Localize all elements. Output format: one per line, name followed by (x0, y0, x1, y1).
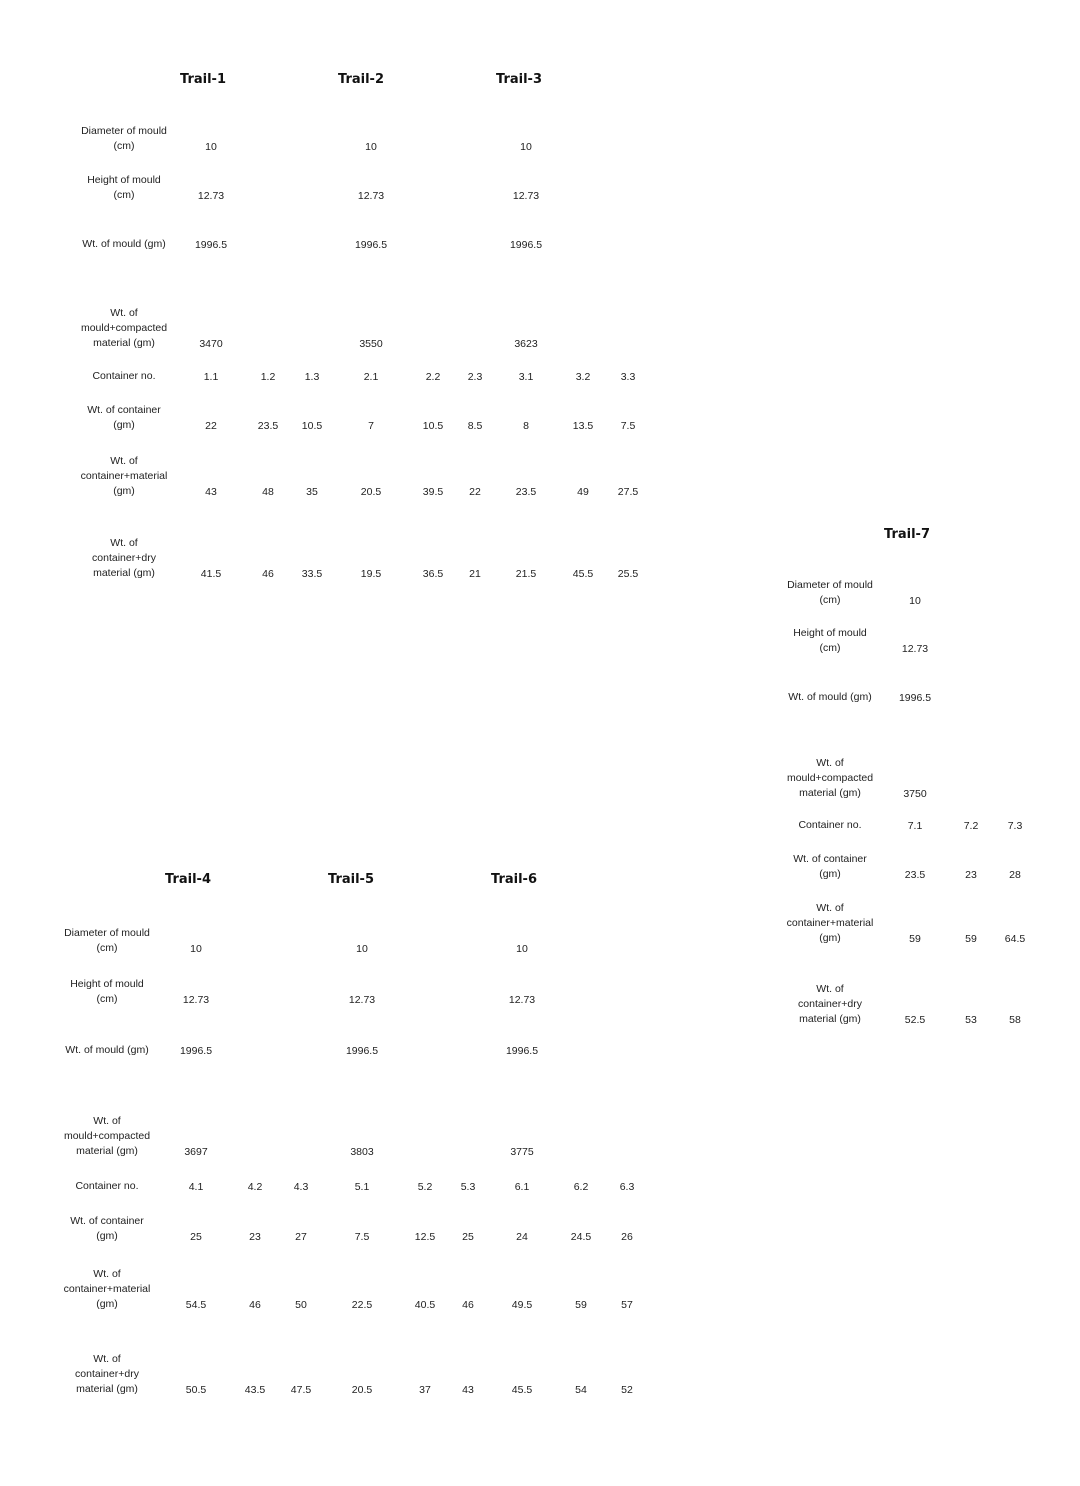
row-label-line: material (gm) (799, 787, 861, 799)
row-label (81, 306, 167, 351)
cell-value: 3.3 (620, 371, 636, 383)
cell-value: 1996.5 (354, 239, 388, 251)
cell-value: 4.1 (188, 1181, 204, 1193)
cell-value: 43.5 (244, 1384, 266, 1396)
cell-value: 21.5 (515, 568, 537, 580)
cell-value: 1996.5 (179, 1045, 213, 1057)
cell-value: 5.2 (417, 1181, 433, 1193)
cell-value: 4.3 (293, 1181, 309, 1193)
cell-value: 49.5 (511, 1299, 533, 1311)
cell-value: 2.2 (425, 371, 441, 383)
row-label-line: Container no. (798, 819, 862, 831)
cell-value: 7.3 (1007, 820, 1023, 832)
row-label-line: material (gm) (76, 1145, 138, 1157)
cell-value: 48 (262, 486, 274, 498)
cell-value: 3.1 (518, 371, 534, 383)
row-label (70, 977, 144, 1007)
row-label-line: mould+compacted (80, 322, 168, 334)
cell-value: 1.1 (203, 371, 219, 383)
trial-title: Trail-6 (491, 872, 537, 887)
row-label (787, 756, 873, 801)
cell-value: 10 (909, 595, 921, 607)
cell-value: 7 (368, 420, 374, 432)
row-label-line: Wt. of container (87, 404, 161, 416)
row-label-line: Wt. of (93, 1268, 121, 1280)
cell-value: 54.5 (185, 1299, 207, 1311)
row-label (70, 1214, 144, 1244)
cell-value: 46 (249, 1299, 261, 1311)
cell-value: 3.2 (575, 371, 591, 383)
row-label-line: (cm) (113, 189, 135, 201)
cell-value: 37 (419, 1384, 431, 1396)
cell-value: 10 (190, 943, 202, 955)
row-label-line: (gm) (113, 419, 135, 431)
cell-value: 2.1 (363, 371, 379, 383)
cell-value: 3803 (350, 1146, 374, 1158)
row-label-line: Wt. of (93, 1115, 121, 1127)
cell-value: 2.3 (467, 371, 483, 383)
row-label-line: material (gm) (76, 1383, 138, 1395)
cell-value: 39.5 (422, 486, 444, 498)
cell-value: 12.5 (414, 1231, 436, 1243)
row-label (92, 536, 156, 581)
row-label-line: container+material (80, 470, 168, 482)
row-label-line: material (gm) (93, 567, 155, 579)
row-label-line: container+material (63, 1283, 151, 1295)
cell-value: 22 (205, 420, 217, 432)
cell-value: 3623 (514, 338, 538, 350)
cell-value: 10 (520, 141, 532, 153)
cell-value: 13.5 (572, 420, 594, 432)
cell-value: 41.5 (200, 568, 222, 580)
row-label-line: container+dry (92, 552, 156, 564)
cell-value: 57 (621, 1299, 633, 1311)
cell-value: 12.73 (348, 994, 376, 1006)
cell-value: 64.5 (1004, 933, 1026, 945)
cell-value: 26 (621, 1231, 633, 1243)
cell-value: 36.5 (422, 568, 444, 580)
cell-value: 12.73 (197, 190, 225, 202)
cell-value: 35 (306, 486, 318, 498)
row-label-line: Container no. (92, 370, 156, 382)
cell-value: 25 (190, 1231, 202, 1243)
cell-value: 1.2 (260, 371, 276, 383)
cell-value: 3550 (359, 338, 383, 350)
cell-value: 12.73 (357, 190, 385, 202)
cell-value: 59 (575, 1299, 587, 1311)
cell-value: 6.1 (514, 1181, 530, 1193)
cell-value: 7.5 (354, 1231, 370, 1243)
cell-value: 52.5 (904, 1014, 926, 1026)
row-label-line: (cm) (819, 642, 841, 654)
cell-value: 23 (965, 869, 977, 881)
cell-value: 52 (621, 1384, 633, 1396)
cell-value: 49 (577, 486, 589, 498)
cell-value: 23 (249, 1231, 261, 1243)
cell-value: 47.5 (290, 1384, 312, 1396)
cell-value: 12.73 (901, 643, 929, 655)
cell-value: 23.5 (904, 869, 926, 881)
row-label-line: material (gm) (799, 1013, 861, 1025)
row-label (75, 1352, 139, 1397)
row-label (81, 454, 168, 499)
cell-value: 58 (1009, 1014, 1021, 1026)
cell-value: 7.1 (907, 820, 923, 832)
row-label (64, 926, 150, 956)
cell-value: 1.3 (304, 371, 320, 383)
cell-value: 1996.5 (505, 1045, 539, 1057)
cell-value: 7.2 (963, 820, 979, 832)
cell-value: 7.5 (620, 420, 636, 432)
cell-value: 46 (262, 568, 274, 580)
row-label-line: (cm) (96, 942, 118, 954)
cell-value: 45.5 (572, 568, 594, 580)
cell-value: 10 (365, 141, 377, 153)
cell-value: 1996.5 (898, 692, 932, 704)
cell-value: 25.5 (617, 568, 639, 580)
cell-value: 10.5 (301, 420, 323, 432)
cell-value: 10.5 (422, 420, 444, 432)
cell-value: 3775 (510, 1146, 534, 1158)
row-label-line: Diameter of mould (787, 579, 873, 591)
row-label-line: Wt. of (816, 983, 844, 995)
cell-value: 50.5 (185, 1384, 207, 1396)
cell-value: 12.73 (182, 994, 210, 1006)
row-label (87, 173, 161, 203)
cell-value: 4.2 (247, 1181, 263, 1193)
cell-value: 23.5 (515, 486, 537, 498)
row-label-line: Diameter of mould (81, 125, 167, 137)
row-label (92, 369, 155, 384)
cell-value: 20.5 (351, 1384, 373, 1396)
cell-value: 45.5 (511, 1384, 533, 1396)
row-label-line: (gm) (819, 932, 841, 944)
row-label (81, 124, 167, 154)
cell-value: 43 (462, 1384, 474, 1396)
row-label-line: Wt. of (93, 1353, 121, 1365)
cell-value: 24.5 (570, 1231, 592, 1243)
cell-value: 8.5 (467, 420, 483, 432)
row-label-line: (gm) (819, 868, 841, 880)
cell-value: 12.73 (508, 994, 536, 1006)
row-label (64, 1267, 151, 1312)
cell-value: 27.5 (617, 486, 639, 498)
cell-value: 3697 (184, 1146, 208, 1158)
cell-value: 20.5 (360, 486, 382, 498)
cell-value: 53 (965, 1014, 977, 1026)
row-label (793, 626, 867, 656)
row-label-line: Height of mould (793, 627, 867, 639)
cell-value: 22.5 (351, 1299, 373, 1311)
row-label (787, 578, 873, 608)
row-label (75, 1179, 138, 1194)
row-label-line: Diameter of mould (64, 927, 150, 939)
cell-value: 6.2 (573, 1181, 589, 1193)
trial-title: Trail-4 (165, 872, 211, 887)
cell-value: 25 (462, 1231, 474, 1243)
row-label-line: mould+compacted (63, 1130, 151, 1142)
row-label-line: Height of mould (87, 174, 161, 186)
cell-value: 1996.5 (345, 1045, 379, 1057)
cell-value: 59 (909, 933, 921, 945)
row-label (787, 901, 874, 946)
cell-value: 27 (295, 1231, 307, 1243)
row-label-line: container+dry (75, 1368, 139, 1380)
trial-title: Trail-2 (338, 72, 384, 87)
cell-value: 10 (356, 943, 368, 955)
row-label (798, 818, 861, 833)
row-label-line: Wt. of (110, 455, 138, 467)
cell-value: 33.5 (301, 568, 323, 580)
cell-value: 3470 (199, 338, 223, 350)
row-label (788, 690, 871, 705)
row-label-line: Wt. of mould (gm) (82, 238, 166, 250)
row-label-line: Wt. of (110, 537, 138, 549)
cell-value: 5.1 (354, 1181, 370, 1193)
trial-title: Trail-1 (180, 72, 226, 87)
cell-value: 10 (205, 141, 217, 153)
cell-value: 3750 (903, 788, 927, 800)
trial-title: Trail-7 (884, 527, 930, 542)
cell-value: 10 (516, 943, 528, 955)
cell-value: 54 (575, 1384, 587, 1396)
row-label-line: Wt. of (110, 307, 138, 319)
row-label-line: (cm) (96, 993, 118, 1005)
row-label-line: Wt. of (816, 757, 844, 769)
cell-value: 40.5 (414, 1299, 436, 1311)
cell-value: 1996.5 (194, 239, 228, 251)
trial-title: Trail-3 (496, 72, 542, 87)
cell-value: 19.5 (360, 568, 382, 580)
row-label-line: container+material (786, 917, 874, 929)
cell-value: 8 (523, 420, 529, 432)
row-label-line: (gm) (96, 1230, 118, 1242)
cell-value: 12.73 (512, 190, 540, 202)
cell-value: 6.3 (619, 1181, 635, 1193)
row-label-line: material (gm) (93, 337, 155, 349)
row-label (793, 852, 867, 882)
row-label-line: Container no. (75, 1180, 139, 1192)
cell-value: 50 (295, 1299, 307, 1311)
row-label-line: container+dry (798, 998, 862, 1010)
row-label-line: Wt. of container (70, 1215, 144, 1227)
cell-value: 43 (205, 486, 217, 498)
row-label-line: (cm) (113, 140, 135, 152)
row-label-line: Wt. of mould (gm) (65, 1044, 149, 1056)
row-label (798, 982, 862, 1027)
row-label-line: Wt. of container (793, 853, 867, 865)
row-label-line: mould+compacted (786, 772, 874, 784)
row-label-line: (gm) (113, 485, 135, 497)
row-label (65, 1043, 148, 1058)
cell-value: 46 (462, 1299, 474, 1311)
cell-value: 5.3 (460, 1181, 476, 1193)
cell-value: 21 (469, 568, 481, 580)
row-label (82, 237, 165, 252)
trial-title: Trail-5 (328, 872, 374, 887)
row-label-line: Wt. of mould (gm) (788, 691, 872, 703)
cell-value: 59 (965, 933, 977, 945)
row-label-line: (cm) (819, 594, 841, 606)
row-label-line: (gm) (96, 1298, 118, 1310)
row-label-line: Wt. of (816, 902, 844, 914)
cell-value: 24 (516, 1231, 528, 1243)
row-label (87, 403, 161, 433)
cell-value: 1996.5 (509, 239, 543, 251)
cell-value: 22 (469, 486, 481, 498)
cell-value: 28 (1009, 869, 1021, 881)
row-label (64, 1114, 150, 1159)
row-label-line: Height of mould (70, 978, 144, 990)
cell-value: 23.5 (257, 420, 279, 432)
